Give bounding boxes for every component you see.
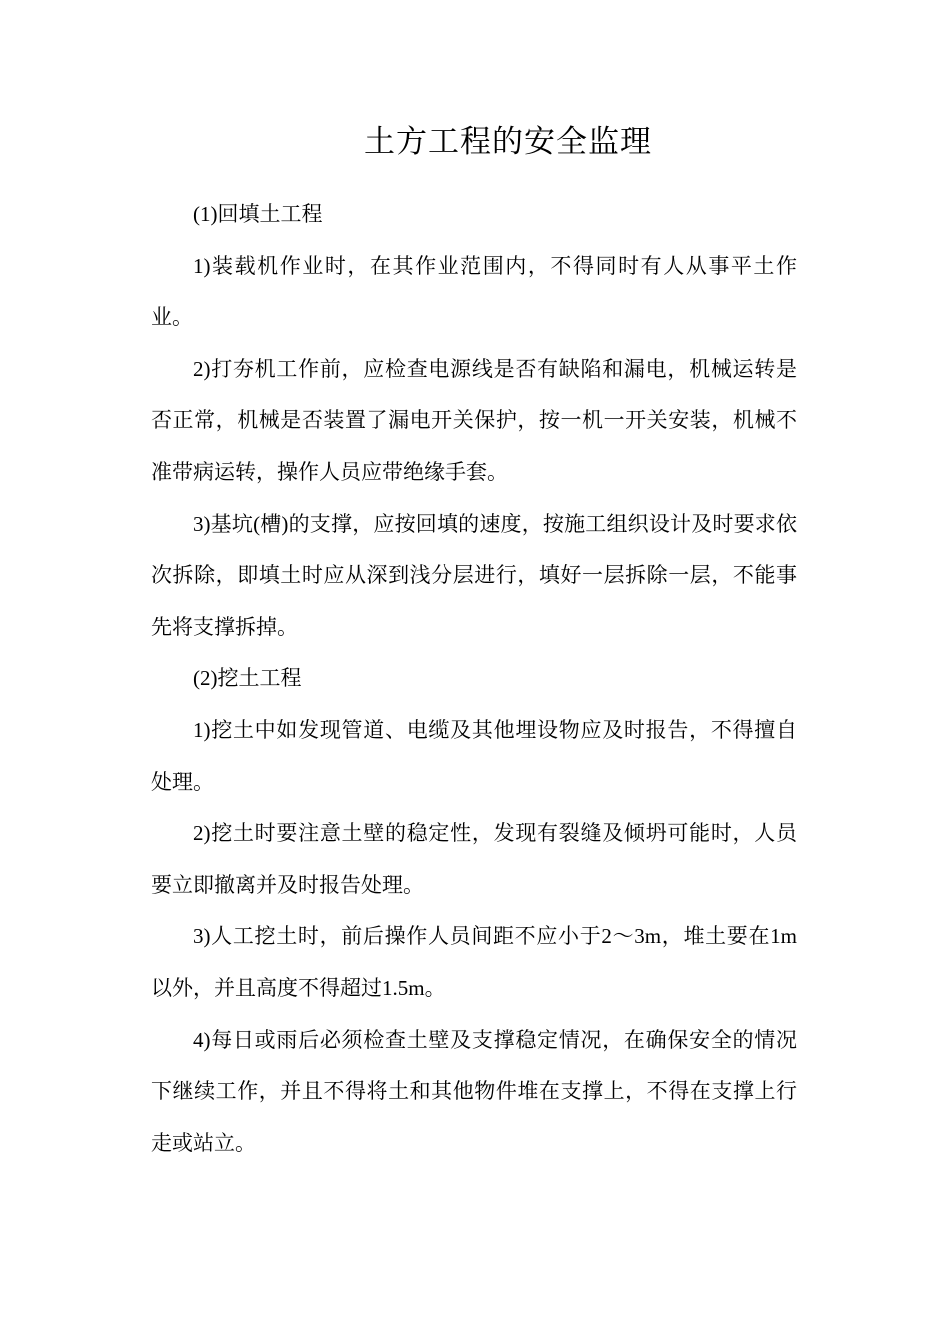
paragraph-excavation-heading: (2)挖土工程 [193,666,302,691]
document-title: 土方工程的安全监理 [364,124,652,159]
paragraph-excavation-item-2: 2)挖土时要注意土壁的稳定性，发现有裂缝及倾坍可能时，人员要立即撤离并及时报告处理。 [151,821,797,897]
document-body [151,189,797,1169]
paragraph-excavation-item-3: 3)人工挖土时，前后操作人员间距不应小于2～3m，堆土要在1m以外，并且高度不得超过1.5m。 [151,924,797,1000]
paragraph-backfill-item-1: 1)装载机作业时，在其作业范围内，不得同时有人从事平土作业。 [151,253,797,330]
paragraph-backfill-item-3: 3)基坑(槽)的支撑，应按回填的速度，按施工组织设计及时要求依次拆除，即填土时应从深到浅分层进行，填好一层拆除一层，不能事先将支撑拆掉。 [151,511,797,639]
paragraph-excavation-item-1: 1)挖土中如发现管道、电缆及其他埋设物应及时报告，不得擅自处理。 [151,717,797,794]
paragraph-excavation-item-4: 4)每日或雨后必须检查土壁及支撑稳定情况，在确保安全的情况下继续工作，并且不得将土和其他物件堆在支撑上，不得在支撑上行走或站立。 [151,1027,797,1155]
paragraph-backfill-heading: (1)回填土工程 [193,202,323,226]
paragraph-backfill-item-2: 2)打夯机工作前，应检查电源线是否有缺陷和漏电，机械运转是否正常，机械是否装置了漏电开关保护，按一机一开关安装，机械不准带病运转，操作人员应带绝缘手套。 [151,356,797,484]
